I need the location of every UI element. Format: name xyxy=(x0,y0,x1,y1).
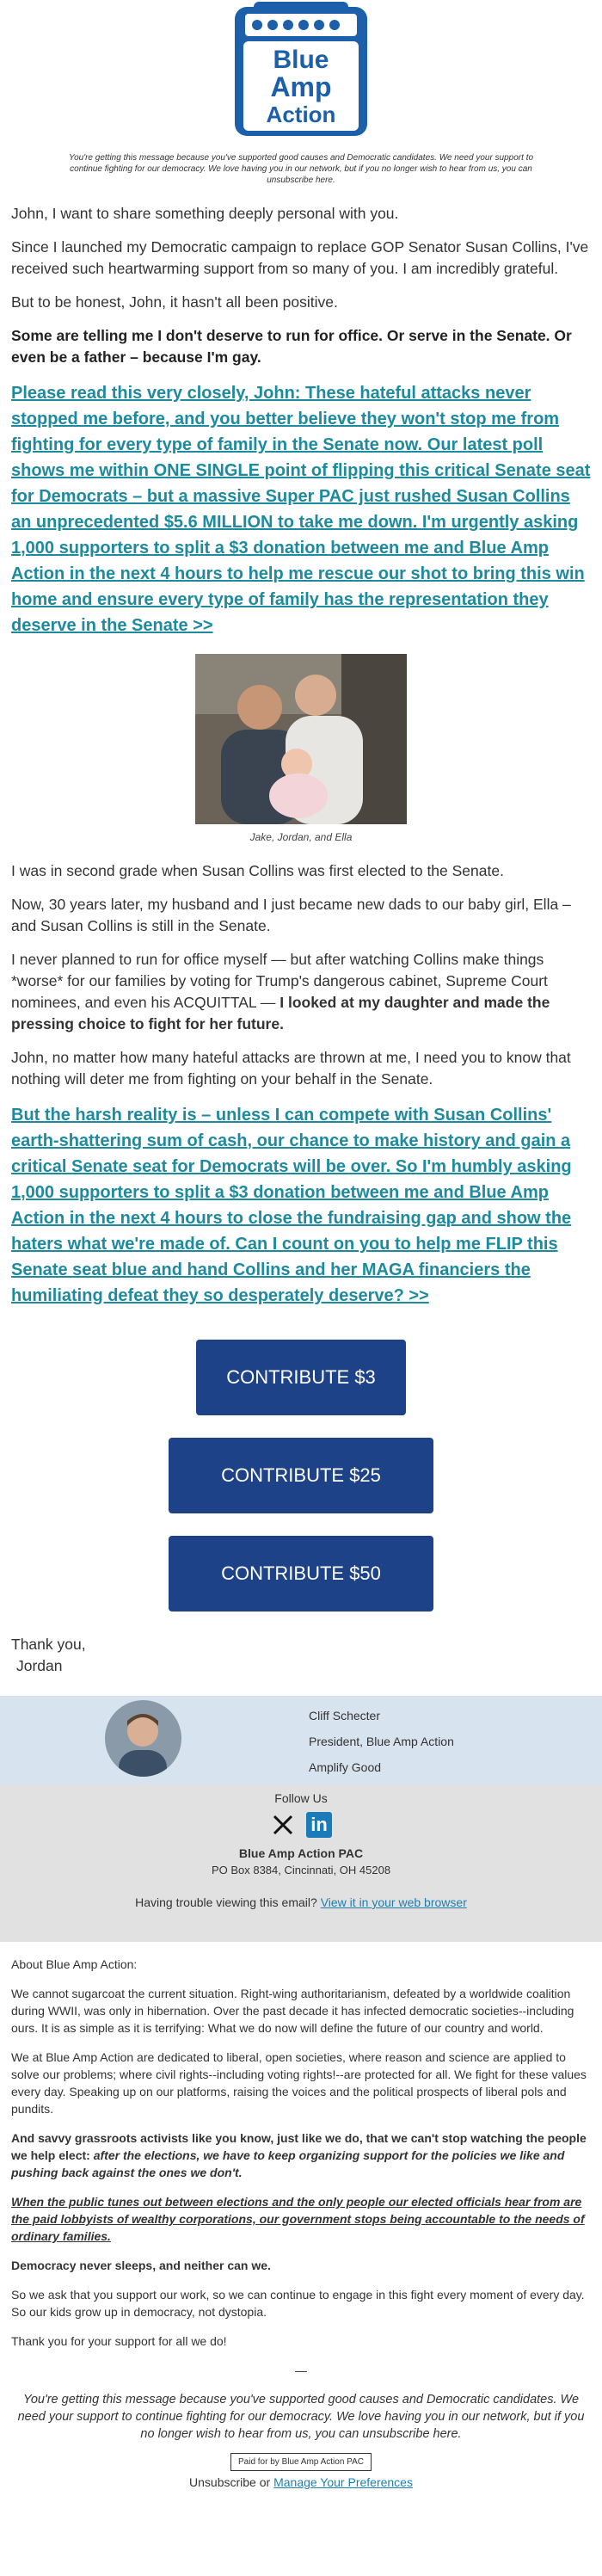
about-italic-text: after the elections, we have to keep organizing support for the policies we like and pushing back against the ones we don't. xyxy=(11,2148,565,2179)
paragraph: John, I want to share something deeply personal with you. xyxy=(11,205,399,222)
photo-caption: Jake, Jordan, and Ella xyxy=(249,831,353,843)
about-paragraph: We cannot sugarcoat the current situation. Right-wing authoritarianism, defeated by a worldwide coalition during WWII, was only in hibernation. Over the past decade it has infected democratic societies--including ours. It is as simple as it is terrifying: What we do now will define the future of our country and world. xyxy=(11,1987,574,2035)
contribute-buttons xyxy=(0,1324,602,1612)
follow-us-label: Follow Us xyxy=(274,1791,328,1805)
contribute-50-button[interactable]: CONTRIBUTE $50 xyxy=(169,1536,433,1612)
paragraph: Now, 30 years later, my husband and I just became new dads to our baby girl, Ella – and Susan Collins is still in the Senate. xyxy=(11,896,571,934)
view-in-browser-link[interactable]: View it in your web browser xyxy=(320,1895,467,1909)
about-bold-text: And savvy grassroots activists like you know, just like we do, that we can't stop watching the people we help elect: xyxy=(11,2131,587,2162)
footer xyxy=(0,1784,602,1942)
signer-title: President, Blue Amp Action xyxy=(309,1735,454,1748)
paid-for-label: Paid for by Blue Amp Action PAC xyxy=(230,2453,372,2471)
svg-text:Action: Action xyxy=(266,102,336,127)
about-paragraph xyxy=(11,2129,591,2181)
social-links xyxy=(0,1812,602,1838)
signature-block xyxy=(0,1696,602,1784)
paragraph-text: I never planned to run for office myself — but after watching Collins make things *worse* for our families by voting for Trump's dangerous cabinet, Supreme Court nominees, and even his ACQUITTAL — xyxy=(11,951,548,1011)
signer-org: Amplify Good xyxy=(309,1760,382,1774)
paragraph xyxy=(11,949,591,1035)
about-paragraph: When the public tunes out between elections and the only people our elected officials hear from are the paid lobbyists of wealthy corporations, our government stops being accountable to the needs of ordinary families. xyxy=(11,2195,585,2243)
closing-name: Jordan xyxy=(16,1657,63,1674)
paragraph-bold-text: I looked at my daughter and made the pressing choice to fight for her future. xyxy=(11,994,550,1032)
linkedin-icon[interactable]: in xyxy=(306,1812,332,1838)
footer-org: Blue Amp Action PAC xyxy=(238,1846,364,1860)
about-paragraph: So we ask that you support our work, so we can continue to engage in this fight every moment of every day. So our kids grow up in democracy, not dystopia. xyxy=(11,2288,585,2319)
footer-view-online xyxy=(0,1895,602,1909)
closing-thanks: Thank you, xyxy=(11,1636,86,1653)
divider: — xyxy=(295,2363,307,2377)
contribute-3-button[interactable]: CONTRIBUTE $3 xyxy=(196,1340,406,1415)
closing xyxy=(0,1634,602,1677)
about-section xyxy=(0,1942,602,2379)
unsubscribe-text[interactable]: Unsubscribe or xyxy=(189,2475,271,2489)
svg-text:Amp: Amp xyxy=(270,71,332,102)
portrait-icon xyxy=(105,1700,181,1777)
signer-name: Cliff Schecter xyxy=(309,1709,380,1722)
paragraph: Since I launched my Democratic campaign to replace GOP Senator Susan Collins, I've received such heartwarming support from so many of you. I am incredibly grateful. xyxy=(11,238,589,277)
paragraph: I was in second grade when Susan Collins was first elected to the Senate. xyxy=(11,862,504,879)
paragraph: But to be honest, John, it hasn't all been positive. xyxy=(11,293,338,311)
unsubscribe-line xyxy=(0,2474,602,2493)
paragraph-bold: Some are telling me I don't deserve to run for office. Or serve in the Senate. Or even be a father – because I'm gay. xyxy=(11,327,572,366)
about-paragraph: We at Blue Amp Action are dedicated to liberal, open societies, where reason and science are applied to solve our problems; where civil rights--including voting rights!--are protected for all. We fight for these values every day. Speaking up on our platforms, raising the voices and the political prospects of liberal pols and pundits. xyxy=(11,2050,587,2116)
about-paragraph: Thank you for your support for all we do! xyxy=(11,2334,227,2348)
family-photo xyxy=(195,654,407,824)
manage-preferences-link[interactable]: Manage Your Preferences xyxy=(273,2475,413,2489)
email-body xyxy=(0,203,602,1309)
paragraph: John, no matter how many hateful attacks are thrown at me, I need you to know that nothing will deter me from fighting on your behalf in the Senate. xyxy=(11,1049,571,1088)
trouble-text: Having trouble viewing this email? xyxy=(135,1895,317,1909)
top-disclaimer: You're getting this message because you've supported good causes and Democratic candidates. We need your support to continue fighting for our democracy. We love having you in our network, but if you no longer wish to hear from us, you can unsubscribe here. xyxy=(68,153,534,185)
about-paragraph: Democracy never sleeps, and neither can we. xyxy=(11,2259,271,2272)
bottom-disclaimer: You're getting this message because you've supported good causes and Democratic candidates. We need your support to continue fighting for our democracy. We love having you in our network, but if you no longer wish to hear from us, you can unsubscribe here. xyxy=(17,2393,585,2441)
footer-address: PO Box 8384, Cincinnati, OH 45208 xyxy=(211,1864,391,1877)
paid-for-box xyxy=(0,2453,602,2471)
signature-info xyxy=(309,1703,454,1780)
donate-link-primary[interactable]: Please read this very closely, John: These hateful attacks never stopped me before, and you better believe they won't stop me from fighting for every type of family in the Senate now. Our latest poll shows me within ONE SINGLE point of flipping this critical Senate seat for Democrats – but a massive Super PAC just rushed Susan Collins an unprecedented $5.6 MILLION to take me down. I'm urgently asking 1,000 supporters to split a $3 donation between me and Blue Amp Action in the next 4 hours to help me rescue our shot to bring this win home and ensure every type of family has the representation they deserve in the Senate >> xyxy=(11,384,591,635)
about-heading: About Blue Amp Action: xyxy=(11,1957,138,1971)
x-icon[interactable] xyxy=(270,1812,296,1838)
donate-link-secondary[interactable]: But the harsh reality is – unless I can compete with Susan Collins' earth-shattering sum of cash, our chance to make history and gain a critical Senate seat for Democrats will be over. So I'm humbly asking 1,000 supporters to split a $3 donation between me and Blue Amp Action in the next 4 hours to close the fundraising gap and show the haters what we're made of. Can I count on you to help me FLIP this Senate seat blue and hand Collins and her MAGA financiers the humiliating defeat they so desperately deserve? >> xyxy=(11,1106,572,1305)
svg-text:Blue: Blue xyxy=(273,46,329,74)
contribute-25-button[interactable]: CONTRIBUTE $25 xyxy=(169,1438,433,1513)
logo xyxy=(0,0,602,144)
avatar xyxy=(105,1700,181,1777)
amp-logo-icon xyxy=(228,2,374,144)
